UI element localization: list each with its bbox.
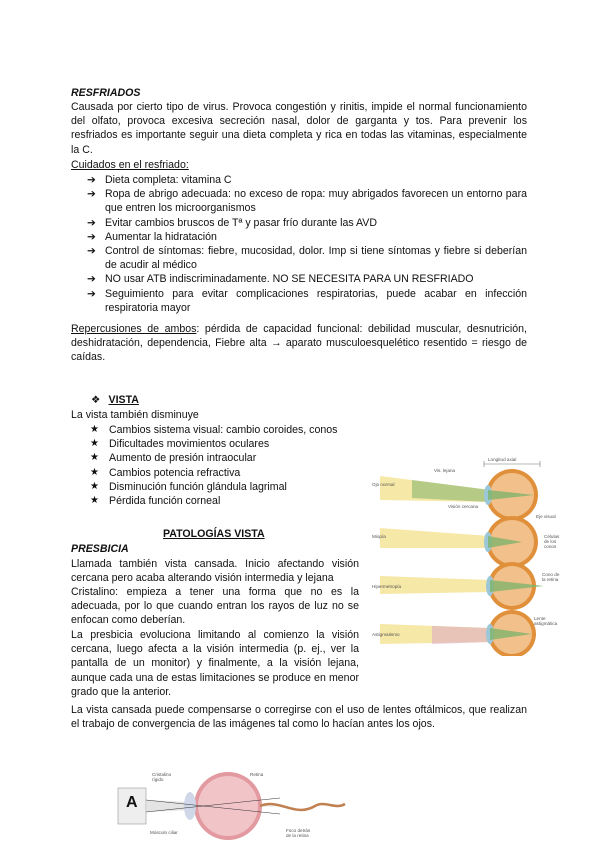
cuidados-heading: Cuidados en el resfriado: <box>71 159 189 171</box>
fig-row-right: Eje visual <box>536 514 556 519</box>
arrow-icon: ➔ <box>87 174 96 186</box>
arrow-icon: ➔ <box>87 273 96 286</box>
bottom-figure-letter: A <box>126 794 138 811</box>
vista-heading <box>91 393 139 407</box>
bottom-musculo-label: Músculo ciliar <box>150 830 178 835</box>
presbicia-p2: Cristalino: empieza a tener una forma que no es la adecuada, por lo que cuando entran los rayos de luz no se enfocan como deberían. <box>71 586 359 627</box>
presbicia-p3: La presbicia evoluciona limitando al comienzo la visión cercana, luego afecta a la visión intermedia (p. ej., ver la pantalla de un monitor) y finalmente, a la visión lejana, aunque cada una de estas limitaciones se produce en menor grado que la anterior. <box>71 629 359 698</box>
list-item: ➔ Seguimiento para evitar complicaciones respiratorias, puede acabar en infección respiratoria mayor <box>87 287 527 314</box>
presbicia-p1: Llamada también vista cansada. Inicio afectando visión cercana pero acaba alterando visión intermedia y lejana <box>71 558 359 585</box>
fig-top-left-label: Vis. lejana <box>434 468 456 473</box>
star-icon: ★ <box>90 480 99 492</box>
vista-intro: La vista también disminuye <box>71 409 199 421</box>
arrow-icon: ➔ <box>87 245 96 258</box>
star-icon: ★ <box>90 452 99 464</box>
bottom-foco-label: Foco detrás de la retina <box>286 828 311 838</box>
fig-row-label: Miopía <box>372 534 386 539</box>
list-item: ➔ Ropa de abrigo adecuada: no exceso de ropa: muy abrigados favorecen un entorno para que entren los microorganismos <box>87 188 527 215</box>
presbyopia-figure <box>110 770 350 845</box>
eye-astigmatism <box>380 610 536 656</box>
vista-title: VISTA <box>108 394 139 406</box>
vista-list <box>87 423 377 508</box>
fig-row-right: Células de los conos <box>544 534 560 549</box>
fig-row-label: Hipermetropía <box>372 584 402 589</box>
presbicia-title: PRESBICIA <box>71 543 129 555</box>
arrow-icon: ➔ <box>87 287 96 300</box>
presbicia-p4: La vista cansada puede compensarse o corregirse con el uso de lentes oftálmicos, que realizan el trabajo de convergencia de las imágenes tal como lo hacían antes los ojos. <box>71 704 527 731</box>
arrow-icon: ➔ <box>87 216 96 229</box>
fig-mid-label: Visión cercana <box>448 504 479 509</box>
eye-myopia <box>380 516 538 568</box>
list-item: ➔ Control de síntomas: fiebre, mucosidad, dolor. Imp si tiene síntomas y fiebre si deberían de acudir al médico <box>87 245 527 272</box>
list-item: ★ Disminución función glándula lagrimal <box>90 480 287 493</box>
eye-normal <box>380 469 538 521</box>
repercusiones-text: : pérdida de capacidad funcional: debilidad muscular, desnutrición, deshidratación, dependencia, Fiebre alta → aparato musculoesquelético resentido = riesgo de caídas. <box>71 323 527 364</box>
star-icon: ★ <box>90 424 99 435</box>
eye-hyperopia <box>380 562 544 610</box>
list-item: ★ Cambios sistema visual: cambio coroides, conos <box>90 424 338 436</box>
cuidados-list <box>71 173 527 315</box>
bottom-retina-label: Retina <box>250 772 264 777</box>
star-icon: ★ <box>90 438 99 450</box>
repercusiones-label: Repercusiones de ambos <box>71 323 197 335</box>
arrow-icon: ➔ <box>87 230 96 243</box>
resfriados-title: RESFRIADOS <box>71 87 141 99</box>
list-item: ★ Pérdida función corneal <box>90 495 221 508</box>
fig-row-right: Lente astigmática <box>534 616 558 626</box>
list-item: ★ Aumento de presión intraocular <box>90 452 257 465</box>
eye-refraction-illustration <box>372 456 562 656</box>
bottom-cristalino-label: Cristalino rígido <box>152 772 172 782</box>
resfriados-intro: Causada por cierto tipo de virus. Provoca congestión y rinitis, impide el normal funcionamiento del olfato, provoca excesiva secreción nasal, dolor de garganta y tos. Para prevenir los resfriados es importante seguir una dieta completa y rica en todas las vitaminas, especialmente la C. <box>71 101 527 156</box>
list-item: ➔ Aumentar la hidratación <box>87 230 217 243</box>
arrow-icon: ➔ <box>87 188 96 201</box>
fig-row-label: Astigmatismo <box>372 632 400 637</box>
fig-row-right: Cono de la retina <box>542 572 560 582</box>
list-item: ➔ Evitar cambios bruscos de Tª y pasar frío durante las AVD <box>87 216 378 229</box>
fig-top-right-label: Longitud axial <box>488 457 517 462</box>
list-item: ★ Cambios potencia refractiva <box>90 466 241 479</box>
list-item: ★ Dificultades movimientos oculares <box>90 438 270 451</box>
star-icon: ★ <box>90 495 99 507</box>
fig-row-label: Ojo normal <box>372 482 395 487</box>
eye-refraction-figure <box>372 456 562 656</box>
diamond-bullet-icon: ❖ <box>91 394 101 406</box>
list-item: ➔ Dieta completa: vitamina C <box>87 174 232 186</box>
star-icon: ★ <box>90 466 99 478</box>
list-item: ➔ NO usar ATB indiscriminadamente. NO SE NECESITA PARA UN RESFRIADO <box>87 273 474 286</box>
patologias-title: PATOLOGÍAS VISTA <box>163 528 265 540</box>
repercusiones-paragraph <box>71 322 527 365</box>
